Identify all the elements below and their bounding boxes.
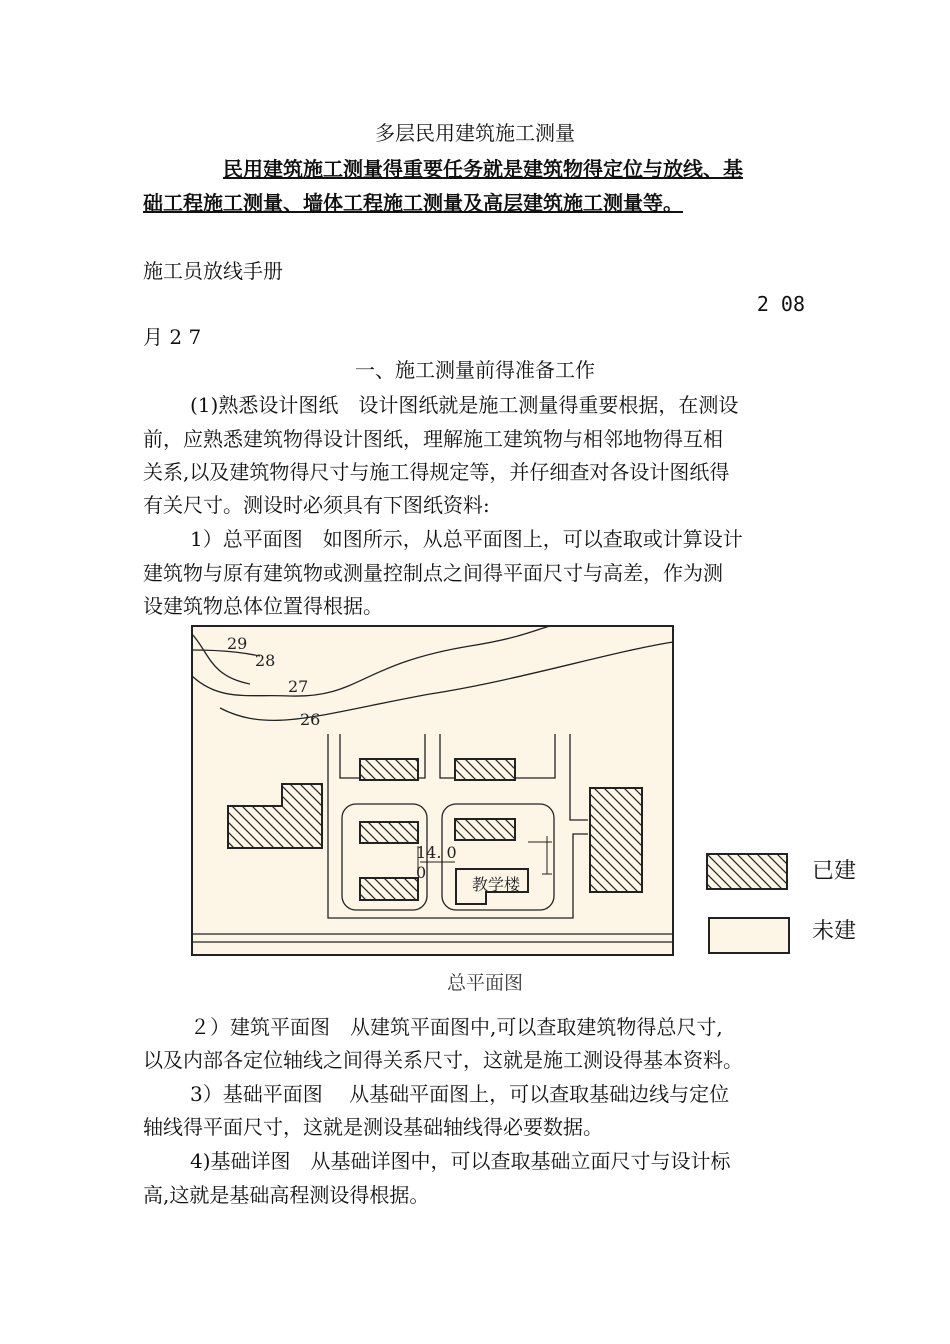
p1-line-2: 前，应熟悉建筑物得设计图纸，理解施工建筑物与相邻地物得互相	[143, 427, 723, 451]
p1-line-3: 关系,以及建筑物得尺寸与施工得规定等，并仔细查对各设计图纸得	[143, 460, 730, 484]
p1-line-1: (1)熟悉设计图纸 设计图纸就是施工测量得重要根据，在测设	[190, 393, 739, 417]
existing-building	[455, 819, 515, 840]
dimension-label-top: 14. 0	[416, 843, 457, 862]
date-right: 2 08	[756, 292, 805, 316]
legend-swatch-unbuilt	[708, 917, 790, 954]
p2-line-3: 设建筑物总体位置得根据。	[143, 594, 383, 618]
contour-label-28: 28	[255, 651, 276, 670]
p5-line-2: 高,这就是基础高程测设得根据。	[143, 1183, 430, 1207]
legend-label-built: 已建	[812, 859, 857, 884]
contour-label-26: 26	[300, 710, 321, 729]
p4-line-1: 3）基础平面图 从基础平面图上，可以查取基础边线与定位	[190, 1082, 730, 1106]
p4-line-2: 轴线得平面尺寸，这就是测设基础轴线得必要数据。	[143, 1115, 603, 1139]
existing-building	[360, 878, 418, 900]
p3-line-1: ２）建筑平面图 从建筑平面图中,可以查取建筑物得总尺寸,	[190, 1015, 723, 1039]
legend-label-unbuilt: 未建	[812, 919, 857, 944]
existing-building	[360, 822, 418, 843]
legend-swatch-built	[706, 853, 788, 890]
existing-building-tall	[590, 788, 642, 892]
intro-line-1: 民用建筑施工测量得重要任务就是建筑物得定位与放线、基	[223, 157, 743, 181]
date-left: 月 2 7	[143, 325, 202, 349]
building-label-teaching: 教学楼	[472, 875, 521, 894]
p3-line-2: 以及内部各定位轴线之间得关系尺寸，这就是施工测设得基本资料。	[143, 1048, 743, 1072]
site-plan-figure	[190, 624, 676, 958]
p2-line-1: 1）总平面图 如图所示，从总平面图上，可以查取或计算设计	[190, 527, 743, 551]
figure-caption: 总平面图	[447, 972, 524, 994]
existing-building	[360, 759, 418, 780]
legend-hatch-pattern	[708, 855, 786, 888]
p2-line-2: 建筑物与原有建筑物或测量控制点之间得平面尺寸与高差，作为测	[143, 561, 723, 585]
intro-line-2: 础工程施工测量、墙体工程施工测量及高层建筑施工测量等。	[143, 191, 683, 215]
p1-line-4: 有关尺寸。测设时必须具有下图纸资料:	[143, 493, 490, 517]
document-title: 多层民用建筑施工测量	[375, 121, 575, 145]
section-heading-1: 一、施工测量前得准备工作	[355, 358, 595, 382]
contour-label-27: 27	[288, 677, 309, 696]
manual-title: 施工员放线手册	[143, 259, 283, 283]
contour-label-29: 29	[227, 634, 248, 653]
existing-building	[455, 759, 515, 780]
p5-line-1: 4)基础详图 从基础详图中，可以查取基础立面尺寸与设计标	[190, 1149, 731, 1173]
dimension-label-bottom: 0	[416, 863, 427, 882]
